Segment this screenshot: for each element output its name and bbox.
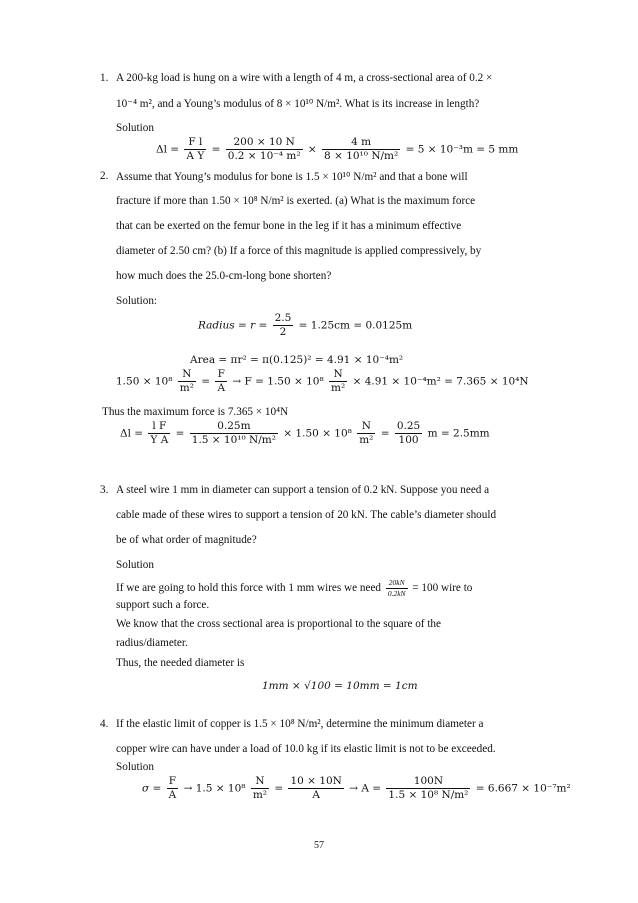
max-force-text: Thus the maximum force is 7.365 × 10⁴N	[102, 406, 289, 418]
equation: Δl = $\frac{\text{F l}}{\text{A Y}}$ = $\frac{200 \times 10 N}{\text{0.2 × 10⁻⁴ m²}}$ × $\frac{4 m}{\text{8 × 10¹⁰ N/m²}}$ = 5 × 10⁻³m = 5 mm	[156, 136, 519, 162]
question-text: copper wire can have under a load of 10.0 kg if its elastic limit is not to be exceeded.	[116, 743, 496, 755]
numerator: 200 × 10 N	[226, 136, 303, 150]
equation-term: = 6.667 × 10⁻⁷m²	[475, 782, 571, 795]
fraction	[322, 136, 400, 163]
denominator: Y A	[150, 434, 169, 446]
question-text: be of what order of magnitude?	[116, 534, 257, 546]
numerator: 10 × 10N	[290, 775, 342, 787]
fraction	[190, 420, 278, 447]
fraction	[288, 775, 343, 802]
equation-term: Radius = r =	[198, 319, 268, 332]
shortening-equation: Δl = $\frac{\text{l F}}{\text{Y A}}$ = $\frac{0.25m}{\text{1.5 × 10¹⁰ N/m²}}$ × 1.50 × 10⁸ $\frac{N}{\text{m²}}$ = $\frac{0.25}{100}$ m = 2.5mm	[120, 420, 490, 446]
denominator: A	[168, 789, 177, 801]
numerator: 100N	[386, 775, 470, 789]
question-number: 3.	[100, 484, 109, 496]
fraction	[329, 368, 347, 395]
question-text: fracture if more than 1.50 × 10⁸ N/m² is exerted. (a) What is the maximum force	[116, 195, 476, 207]
numerator: 0.25	[396, 420, 421, 432]
page-number: 57	[314, 840, 324, 851]
numerator: F	[215, 368, 227, 382]
question-text: Assume that Young’s modulus for bone is 1.5 × 10¹⁰ N/m² and that a bone will	[116, 171, 468, 183]
radius-equation	[198, 312, 412, 339]
question-text: If the elastic limit of copper is 1.5 × 10⁸ N/m², determine the minimum diameter a	[116, 718, 484, 730]
question-text: A 200-kg load is hung on a wire with a length of 4 m, a cross-sectional area of 0.2 ×	[116, 72, 493, 84]
denominator: 1.5 × 10⁸ N/m²	[388, 789, 469, 801]
question-text: cable made of these wires to support a tension of 20 kN. The cable’s diameter should	[116, 509, 497, 521]
equation-term: Δl =	[156, 143, 180, 156]
denominator: 2	[279, 326, 287, 338]
numerator: 0.25m	[190, 420, 278, 434]
equation-term: Δl =	[120, 427, 144, 440]
question-text: radius/diameter.	[116, 637, 188, 649]
equation-term: → A =	[349, 782, 382, 795]
question-number: 2.	[100, 170, 109, 182]
wire-count-line	[116, 578, 472, 599]
denominator: A	[217, 382, 226, 394]
denominator: A Y	[186, 150, 205, 162]
equation-term: m = 2.5mm	[427, 427, 490, 440]
fraction	[386, 578, 408, 599]
denominator: m²	[252, 789, 267, 801]
stress-equation: 1.50 × 10⁸ $\frac{N}{\text{m²}}$ = $\frac{F}{A}$ → F = 1.50 × 10⁸ $\frac{N}{\text{m²}}$ × 4.91 × 10⁻⁴m² = 7.365 × 10⁴N	[116, 368, 529, 394]
solution-label: Solution	[116, 761, 154, 773]
denominator: 8 × 10¹⁰ N/m²	[324, 150, 399, 162]
denominator: 1.5 × 10¹⁰ N/m²	[191, 434, 276, 446]
equation-term: = 1.25cm = 0.0125m	[298, 319, 413, 332]
question-text: how much does the 25.0-cm-long bone shorten?	[116, 270, 332, 282]
stress-equation: σ = $\frac{F}{A}$ → 1.5 × 10⁸ $\frac{N}{\text{m²}}$ = $\frac{10 \times 10N}{A}$ → A = $\frac{100N}{\text{1.5 × 10⁸ N/m²}}$ = 6.667 × 10⁻⁷m²	[142, 775, 571, 801]
numerator: N	[178, 368, 196, 382]
solution-label: Solution:	[116, 295, 158, 307]
question-text: If we are going to hold this force with 1 mm wires we need	[116, 582, 382, 595]
denominator: m²	[359, 434, 374, 446]
numerator: 2.5	[274, 312, 292, 324]
question-text: Thus, the needed diameter is	[116, 657, 245, 669]
question-text: = 100 wire to	[412, 582, 473, 595]
solution-label: Solution	[116, 559, 154, 571]
fraction	[215, 368, 227, 395]
equation-term: = 5 × 10⁻³m = 5 mm	[405, 143, 519, 156]
equation-term: σ =	[142, 782, 162, 795]
fraction	[251, 775, 269, 802]
question-number: 4.	[100, 718, 109, 730]
equation-term: × 1.50 × 10⁸	[283, 427, 352, 440]
area-equation: Area = πr² = π(0.125)² = 4.91 × 10⁻⁴m²	[190, 354, 404, 366]
denominator: m²	[331, 382, 346, 394]
fraction	[273, 312, 294, 339]
fraction	[148, 420, 170, 447]
fraction	[395, 420, 422, 447]
numerator: 20kN	[386, 578, 408, 589]
equation-term: 1.50 × 10⁸	[116, 375, 173, 388]
question-text: diameter of 2.50 cm? (b) If a force of this magnitude is applied compressively, by	[116, 245, 482, 257]
numerator: F	[167, 775, 179, 789]
question-text: 10⁻⁴ m², and a Young’s modulus of 8 × 10¹⁰ N/m². What is its increase in length?	[116, 98, 480, 110]
question-number: 1.	[100, 72, 109, 84]
question-text: A steel wire 1 mm in diameter can support a tension of 0.2 kN. Suppose you need a	[116, 484, 490, 496]
denominator: 0.2 × 10⁻⁴ m²	[227, 150, 301, 162]
numerator: l F	[148, 420, 170, 434]
fraction	[357, 420, 375, 447]
question-text: that can be exerted on the femur bone in the leg if it has a minimum effective	[116, 220, 462, 232]
numerator: N	[329, 368, 347, 382]
denominator: m²	[179, 382, 194, 394]
denominator: 100	[398, 434, 419, 446]
question-text: We know that the cross sectional area is proportional to the square of the	[116, 618, 441, 630]
fraction	[167, 775, 179, 802]
fraction	[386, 775, 470, 802]
numerator: F l	[184, 136, 206, 150]
equation-term: → 1.5 × 10⁸	[183, 782, 246, 795]
diameter-equation: 1mm × √100 = 10mm = 1cm	[262, 680, 418, 692]
solution-label: Solution	[116, 122, 154, 134]
numerator: N	[357, 420, 375, 434]
numerator: 4 m	[322, 136, 400, 150]
fraction	[226, 136, 303, 163]
equation-term: × 4.91 × 10⁻⁴m² = 7.365 × 10⁴N	[352, 375, 529, 388]
numerator: N	[251, 775, 269, 789]
denominator: 0.2kN	[387, 589, 406, 598]
equation-term: → F = 1.50 × 10⁸	[232, 375, 324, 388]
denominator: A	[312, 789, 320, 801]
question-text: support such a force.	[116, 599, 210, 611]
fraction	[178, 368, 196, 395]
fraction	[184, 136, 206, 163]
